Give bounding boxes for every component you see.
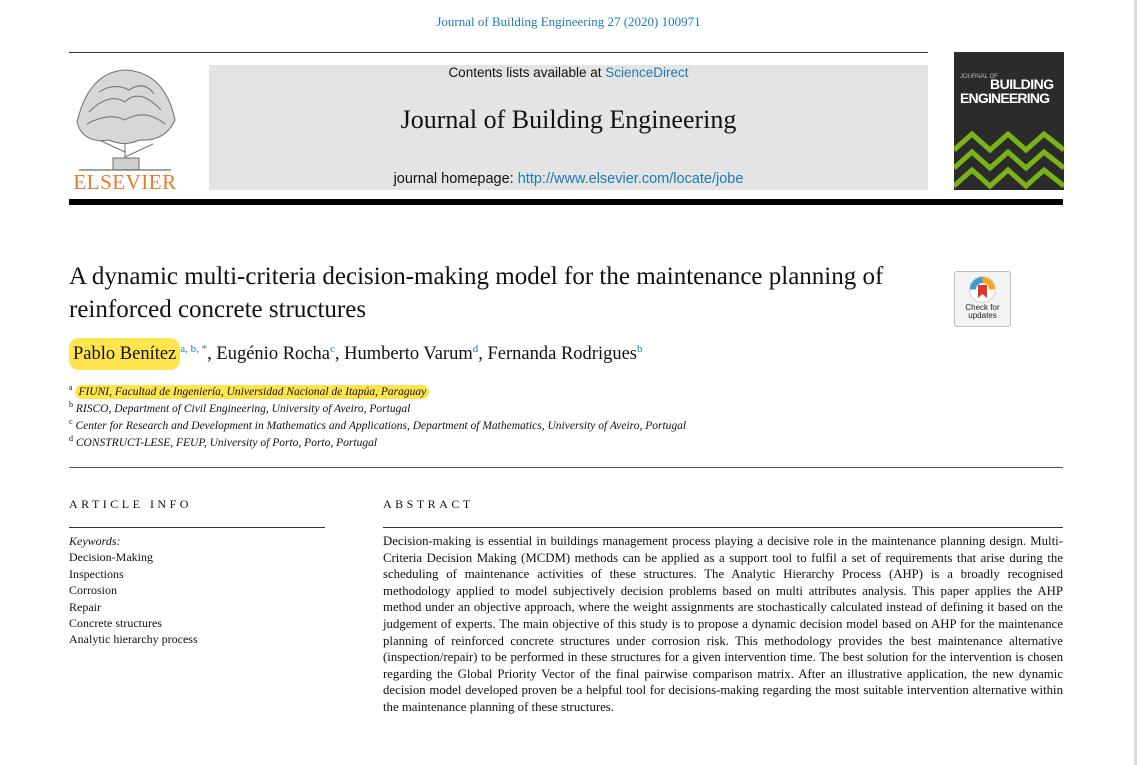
affiliation-list <box>69 384 686 452</box>
author-name[interactable]: Fernanda Rodrigues <box>487 344 637 364</box>
homepage-link[interactable]: http://www.elsevier.com/locate/jobe <box>517 171 744 187</box>
article-info-heading: ARTICLE INFO <box>69 497 192 511</box>
keyword-item[interactable]: Inspections <box>69 566 124 581</box>
affiliation-text: Center for Research and Development in Mathematics and Applications, Department of Mathematics, University of Aveiro, Portugal <box>75 420 687 432</box>
affiliation-key: c <box>69 417 73 427</box>
keyword-item[interactable]: Analytic hierarchy process <box>69 632 198 647</box>
affiliation-text: CONSTRUCT-LESE, FEUP, University of Porto, Porto, Portugal <box>75 437 378 449</box>
keyword-item[interactable]: Decision-Making <box>69 550 153 565</box>
abstract-heading: ABSTRACT <box>383 497 474 511</box>
affiliation-text: FIUNI, Facultad de Ingeniería, Universidad Nacional de Itapúa, Paraguay <box>75 385 429 399</box>
author-list <box>69 344 643 365</box>
author-name[interactable]: Pablo Benítez <box>69 338 180 370</box>
affiliation-key: d <box>69 434 73 444</box>
keyword-item[interactable]: Corrosion <box>69 583 117 598</box>
journal-homepage-line <box>209 171 928 187</box>
affiliation-item <box>69 435 686 452</box>
cover-small-text: JOURNAL OF <box>960 74 998 80</box>
affiliation-text: RISCO, Department of Civil Engineering, University of Aveiro, Portugal <box>75 403 411 415</box>
article-title: A dynamic multi-criteria decision-making model for the maintenance planning of reinforced concrete structures <box>69 263 884 323</box>
cover-chevron-pattern-icon <box>954 120 1064 190</box>
affiliation-key: a <box>69 383 73 393</box>
abstract-body: Decision-making is essential in buildings management process playing a decisive role in the maintenance planning design. Multi-Criteria Decision Making (MCDM) methods can be applied as a support tool to fulfil a set of requirements that arise during the scheduling of maintenance activities of these structures. The Analytic Hierarchy Process (AHP) is a broadly recognised methodology applied to model subjectively decision problems based on multi attributes analysis. This paper applies the AHP method under an objective approach, where the weight assignments are stochastically calculated instead of defining it based on the judgement of experts. The main objective of this study is to propose a dynamic decision model based on AHP for the maintenance planning of reinforced concrete structures under corrosion risk. This methodology provides the best maintenance alternative (inspection/repair) to be performed in these structures for a given intervention time. The best solution for the intervention is chosen regarding the Global Priority Vector of the final pairwise comparison matrix. After an illustrative application, the new dynamic decision model developed proven be a helpful tool for decisions-making regarding the most suitable intervention alternative within the maintenance planning of these structures. <box>383 534 1063 714</box>
journal-cover-image[interactable] <box>954 52 1064 190</box>
author-name[interactable]: Eugénio Rocha <box>216 344 330 364</box>
author-name[interactable]: Humberto Varum <box>344 344 473 364</box>
check-updates-line2: updates <box>968 311 997 320</box>
author-affiliation-marks[interactable]: b <box>637 342 643 355</box>
abstract-rule <box>383 527 1063 528</box>
cover-title-line2: ENGINEERING <box>960 90 1050 106</box>
keywords-label: Keywords: <box>69 534 121 548</box>
author-separator: , <box>334 344 345 364</box>
check-updates-label <box>955 304 1010 320</box>
journal-title: Journal of Building Engineering <box>400 105 737 134</box>
contents-available-line <box>209 65 928 80</box>
check-updates-line1: Check for <box>965 303 1000 312</box>
elsevier-logo[interactable] <box>69 62 181 194</box>
affiliation-item <box>69 418 686 435</box>
author-separator: , <box>478 344 488 364</box>
author-affiliation-marks[interactable]: d <box>472 342 479 355</box>
cover-title-line1: BUILDING <box>990 76 1054 92</box>
affiliation-item <box>69 384 686 401</box>
elsevier-wordmark: ELSEVIER <box>73 170 177 194</box>
affiliation-item <box>69 401 686 418</box>
journal-reference[interactable]: Journal of Building Engineering 27 (2020) 100971 <box>436 14 701 29</box>
affiliations-divider <box>69 467 1063 468</box>
check-for-updates-button[interactable] <box>954 271 1011 327</box>
author-affiliation-marks[interactable]: c <box>329 342 335 355</box>
crossmark-icon <box>968 275 997 304</box>
keyword-item[interactable]: Repair <box>69 599 101 614</box>
article-info-rule <box>69 527 325 528</box>
homepage-prefix: journal homepage: <box>393 171 518 187</box>
header-thick-rule <box>69 199 1063 205</box>
affiliation-key: b <box>69 400 73 410</box>
journal-header-box <box>209 65 928 190</box>
author-separator: , <box>207 344 217 364</box>
contents-prefix: Contents lists available at <box>448 65 606 80</box>
sciencedirect-link[interactable]: ScienceDirect <box>605 65 689 80</box>
keywords-block <box>69 533 198 648</box>
header-top-rule <box>69 52 928 53</box>
keyword-item[interactable]: Concrete structures <box>69 616 162 631</box>
author-affiliation-marks[interactable]: a, b, * <box>180 342 208 355</box>
